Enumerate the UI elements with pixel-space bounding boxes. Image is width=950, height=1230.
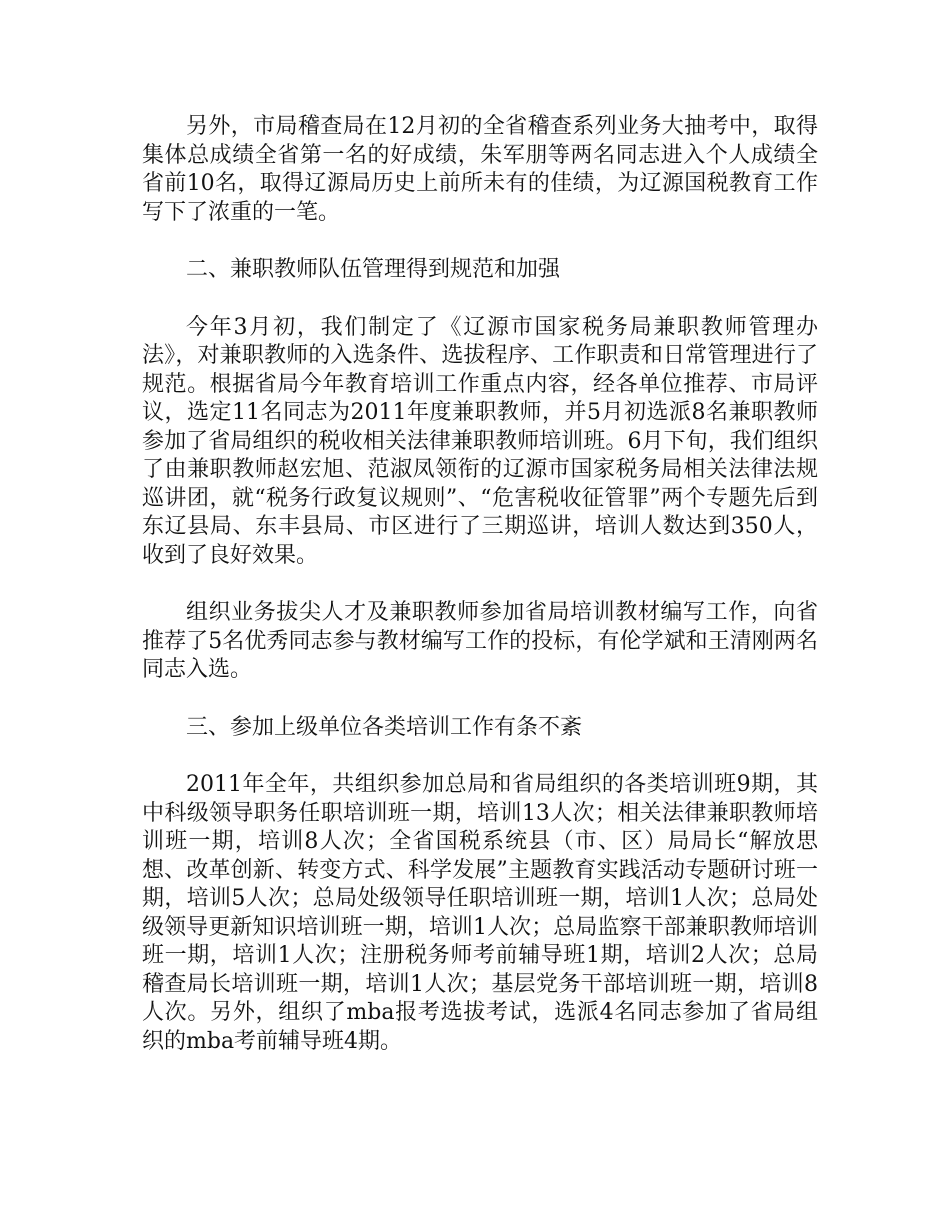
document-body — [142, 113, 818, 1056]
paragraph-inspection-results: 另外，市局稽查局在12月初的全省稽查系列业务大抽考中，取得集体总成绩全省第一名的好成绩，朱军朋等两名同志进入个人成绩全省前10名，取得辽源局历史上前所未有的佳绩，为辽源国税教育工作写下了浓重的一笔。 — [142, 114, 818, 225]
paragraph-gap — [142, 285, 818, 314]
paragraph-gap — [142, 685, 818, 714]
paragraph-gap — [142, 570, 818, 599]
paragraph-training-summary: 2011年全年，共组织参加总局和省局组织的各类培训班9期，其中科级领导职务任职培训班一期，培训13人次；相关法律兼职教师培训班一期，培训8人次；全省国税系统县（市、区）局局长“解放思想、改革创新、转变方式、科学发展”主题教育实践活动专题研讨班一期，培训5人次；总局处级领导任职培训班一期，培训1人次；总局处级领导更新知识培训班一期，培训1人次；总局监察干部兼职教师培训班一期，培训1人次；注册税务师考前辅导班1期，培训2人次；总局稽查局长培训班一期，培训1人次；基层党务干部培训班一期，培训8人次。另外，组织了mba报考选拔考试，选派4名同志参加了省局组织的mba考前辅导班4期。 — [142, 772, 818, 1054]
paragraph-textbook-writing: 组织业务拔尖人才及兼职教师参加省局培训教材编写工作，向省推荐了5名优秀同志参与教材编写工作的投标，有伦学斌和王清刚两名同志入选。 — [142, 600, 818, 682]
paragraph-gap — [142, 742, 818, 771]
section-heading-upper-level-training: 三、参加上级单位各类培训工作有条不紊 — [186, 714, 583, 740]
paragraph-gap — [142, 227, 818, 256]
paragraph-teacher-management: 今年3月初，我们制定了《辽源市国家税务局兼职教师管理办法》，对兼职教师的入选条件、选拔程序、工作职责和日常管理进行了规范。根据省局今年教育培训工作重点内容，经各单位推荐、市局评议，选定11名同志为2011年度兼职教师，并5月初选派8名兼职教师参加了省局组织的税收相关法律兼职教师培训班。6月下旬，我们组织了由兼职教师赵宏旭、范淑凤领衔的辽源市国家税务局相关法律法规巡讲团，就“税务行政复议规则”、“危害税收征管罪”两个专题先后到东辽县局、东丰县局、市区进行了三期巡讲，培训人数达到350人，收到了良好效果。 — [142, 314, 818, 568]
section-heading-part-time-teachers: 二、兼职教师队伍管理得到规范和加强 — [186, 257, 561, 282]
